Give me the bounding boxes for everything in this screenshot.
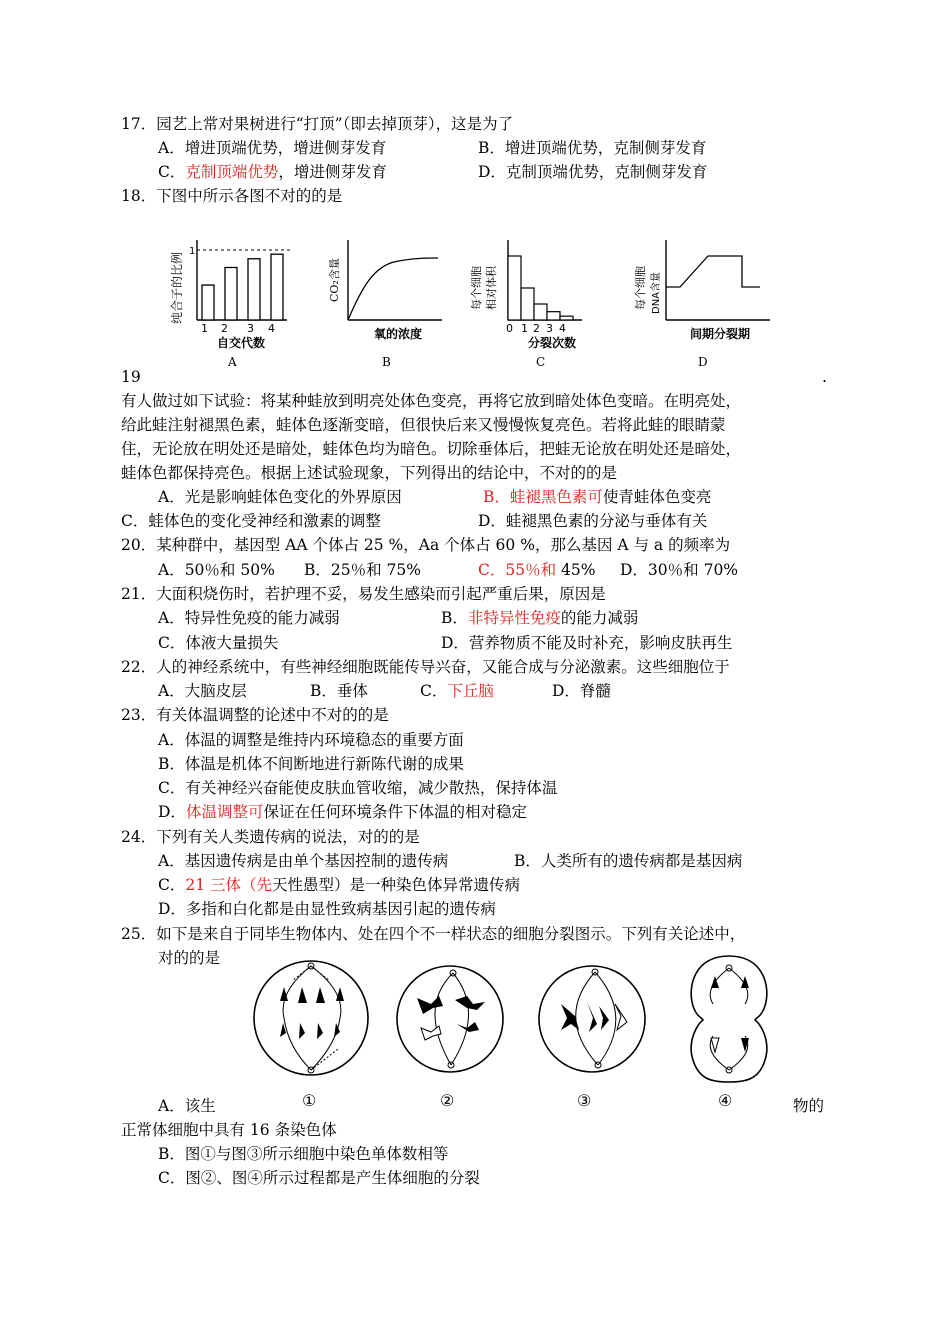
chart-c-bar-2 [534, 304, 547, 320]
q21-option-d: D．营养物质不能及时补充，影响皮肤再生 [441, 634, 733, 652]
q24-option-c-answer: 21 三体（先 [185, 876, 273, 894]
cell-diagram-4 [683, 952, 775, 1087]
chart-b-curve [348, 258, 438, 320]
q20-stem: 20．某种群中，基因型 AA 个体占 25 %，Aa 个体占 60 %，那么基因 A 与 a 的频率为 [121, 536, 731, 554]
chart-c-xlabel: 分裂次数 [528, 336, 577, 350]
q22-option-c [420, 680, 494, 702]
q24-option-c [158, 874, 520, 896]
q22-option-c-prefix: C． [420, 682, 448, 700]
q21-option-b-rest: 的能力减弱 [560, 609, 639, 627]
chart-c-letter: C [536, 355, 546, 369]
chart-a-xlabel: 自交代数 [217, 336, 266, 350]
cell-label-4: ④ [718, 1091, 733, 1110]
chart-c-tick-3: 3 [546, 322, 553, 335]
q25-option-b: B．图①与图③所示细胞中染色单体数相等 [158, 1145, 449, 1163]
q23-stem: 23．有关体温调整的论述中不对的的是 [121, 706, 389, 724]
chart-a-letter: A [228, 355, 237, 369]
q17-option-c [158, 161, 387, 183]
q20-option-c-answer: C．55％和 [478, 561, 557, 579]
q19-line-4: 蛙体色都保持亮色。根据上述试验现象，下列得出的结论中，不对的的是 [121, 464, 618, 482]
cell-label-2: ② [440, 1091, 455, 1110]
q19-option-c: C．蛙体色的变化受神经和激素的调整 [121, 512, 381, 530]
q23-option-b: B．体温是机体不间断地进行新陈代谢的成果 [158, 755, 464, 773]
q17-option-d: D．克制顶端优势，克制侧芽发育 [478, 163, 708, 181]
q22-option-d: D．脊髓 [552, 682, 611, 700]
cell-diagram-3 [535, 962, 650, 1077]
q23-option-d-rest: 保证在任何环境条件下体温的相对稳定 [263, 803, 527, 821]
chart-b [322, 232, 452, 372]
chart-a-tick-3: 3 [247, 322, 254, 335]
q22-option-c-answer: 下丘脑 [447, 682, 494, 700]
chart-a-bars [202, 254, 283, 320]
q20-option-b: B．25％和 75% [304, 561, 421, 579]
q17-option-a: A．增进顶端优势，增进侧芽发育 [158, 139, 387, 157]
chart-a-bar-3 [248, 259, 260, 320]
chart-c-bars [508, 256, 573, 320]
q24-option-b: B．人类所有的遗传病都是基因病 [514, 852, 743, 870]
q25-stem-line-2: 对的的是 [158, 949, 221, 967]
cell-label-1: ① [302, 1091, 317, 1110]
q23-option-d-answer: 体温调整可 [185, 803, 264, 821]
q21-option-c: C．体液大量损失 [158, 634, 279, 652]
q22-stem: 22．人的神经系统中，有些神经细胞既能传导兴奋，又能合成与分泌激素。这些细胞位于 [121, 658, 730, 676]
q24-option-a: A．基因遗传病是由单个基因控制的遗传病 [158, 852, 449, 870]
chart-c-bar-1 [521, 288, 534, 320]
chart-d [630, 232, 775, 372]
q23-option-a: A．体温的调整是维持内环境稳态的重要方面 [158, 731, 464, 749]
q23-option-d-prefix: D． [158, 803, 186, 821]
q25-option-a-part2: 物的 [793, 1097, 825, 1115]
q24-option-c-rest: 天性愚型）是一种染色体异常遗传病 [272, 876, 521, 894]
chart-b-xlabel: 氧的浓度 [374, 327, 423, 341]
chart-a-tick-2: 2 [221, 322, 228, 335]
chart-c-tick-4: 4 [559, 322, 566, 335]
chart-b-ylabel: CO₂含量 [328, 258, 341, 302]
q24-option-d: D．多指和白化都是由显性致病基因引起的遗传病 [158, 900, 496, 918]
q21-stem: 21．大面积烧伤时，若护理不妥，易发生感染而引起严重后果，原因是 [121, 585, 606, 603]
q21-option-b-prefix: B． [441, 609, 468, 627]
q17-option-c-rest: ，增进侧芽发育 [278, 163, 387, 181]
q22-option-a: A．大脑皮层 [158, 682, 247, 700]
q18-stem: 18．下图中所示各图不对的的是 [121, 187, 343, 205]
chart-d-line [666, 256, 760, 287]
q25-option-c: C．图②、图④所示过程都是产生体细胞的分裂 [158, 1169, 480, 1187]
q24-option-c-prefix: C． [158, 876, 186, 894]
chart-c-tick-2: 2 [533, 322, 540, 335]
q17-option-c-prefix: C． [158, 163, 186, 181]
chart-c-bar-3 [547, 312, 560, 320]
chart-d-ylabel-1: 每个细胞 [634, 266, 647, 310]
cell-label-3: ③ [577, 1091, 592, 1110]
q19-number: 19 [121, 368, 141, 386]
cell-diagram-1 [250, 957, 372, 1079]
chart-a [165, 232, 295, 372]
chart-a-ylabel: 纯合子的比例 [170, 251, 184, 324]
chart-a-bar-2 [225, 268, 237, 321]
q21-option-b-answer: 非特异性免疫 [467, 609, 561, 627]
q19-line-1: 有人做过如下试验：将某种蛙放到明亮处体色变亮，再将它放到暗处体色变暗。在明亮处， [121, 392, 742, 410]
chart-a-top-tick: 1 [189, 246, 196, 257]
chart-d-ylabel-2: DNA含量 [651, 271, 662, 314]
chart-c-tick-1: 1 [521, 322, 528, 335]
chart-c-ylabel-2: 相对体积 [485, 266, 498, 310]
q19-option-b-answer: B．蛙褪黑色素可 [483, 488, 603, 506]
q23-option-d [158, 801, 527, 823]
q25-stem-line-1: 25．如下是来自于同毕生物体内、处在四个不一样状态的细胞分裂图示。下列有关论述中， [121, 925, 746, 943]
q25-option-a-cont: 正常体细胞中具有 16 条染色体 [121, 1121, 337, 1139]
q24-stem: 24．下列有关人类遗传病的说法，对的的是 [121, 828, 420, 846]
q17-option-c-answer: 克制顶端优势 [185, 163, 279, 181]
q21-option-b [441, 607, 638, 629]
q20-option-a: A．50％和 50% [158, 561, 275, 579]
q21-option-a: A．特异性免疫的能力减弱 [158, 609, 340, 627]
chart-c-ylabel-1: 每个细胞 [470, 266, 483, 310]
chart-a-tick-1: 1 [201, 322, 208, 335]
q17-stem: 17．园艺上常对果树进行“打顶”（即去掉顶芽），这是为了 [121, 115, 514, 133]
q19-option-b [483, 486, 711, 508]
q22-option-b: B．垂体 [310, 682, 368, 700]
chart-d-xlabel: 间期分裂期 [690, 327, 751, 341]
q19-option-b-rest: 使青蛙体色变亮 [602, 488, 712, 506]
cell-diagram-2 [393, 962, 508, 1077]
q23-option-c: C．有关神经兴奋能使皮肤血管收缩，减少散热，保持体温 [158, 779, 558, 797]
chart-b-letter: B [382, 355, 391, 369]
chart-d-letter: D [698, 355, 708, 369]
chart-c-tick-0: 0 [506, 322, 513, 335]
q20-option-d: D．30％和 70% [620, 561, 739, 579]
chart-a-tick-4: 4 [268, 322, 275, 335]
q20-option-c [478, 559, 595, 581]
q25-option-a-part1: A．该生 [158, 1097, 216, 1115]
q19-option-d: D．蛙褪黑色素的分泌与垂体有关 [478, 512, 708, 530]
chart-a-bar-4 [271, 254, 283, 320]
q19-line-3: 住，无论放在明处还是暗处，蛙体色均为暗色。切除垂体后，把蛙无论放在明处还是暗处， [121, 440, 742, 458]
chart-c-bar-4 [560, 316, 573, 320]
chart-c-bar-0 [508, 256, 521, 320]
q19-line-2: 给此蛙注射褪黑色素，蛙体色逐渐变暗，但很快后来又慢慢恢复亮色。若将此蛙的眼睛蒙 [121, 416, 726, 434]
q19-option-a: A．光是影响蛙体色变化的外界原因 [158, 488, 402, 506]
chart-a-bar-1 [202, 285, 214, 320]
chart-c [462, 232, 592, 372]
q20-option-c-rest: 45% [556, 561, 596, 579]
q19-dot: . [822, 368, 827, 386]
q17-option-b: B．增进顶端优势，克制侧芽发育 [478, 139, 707, 157]
